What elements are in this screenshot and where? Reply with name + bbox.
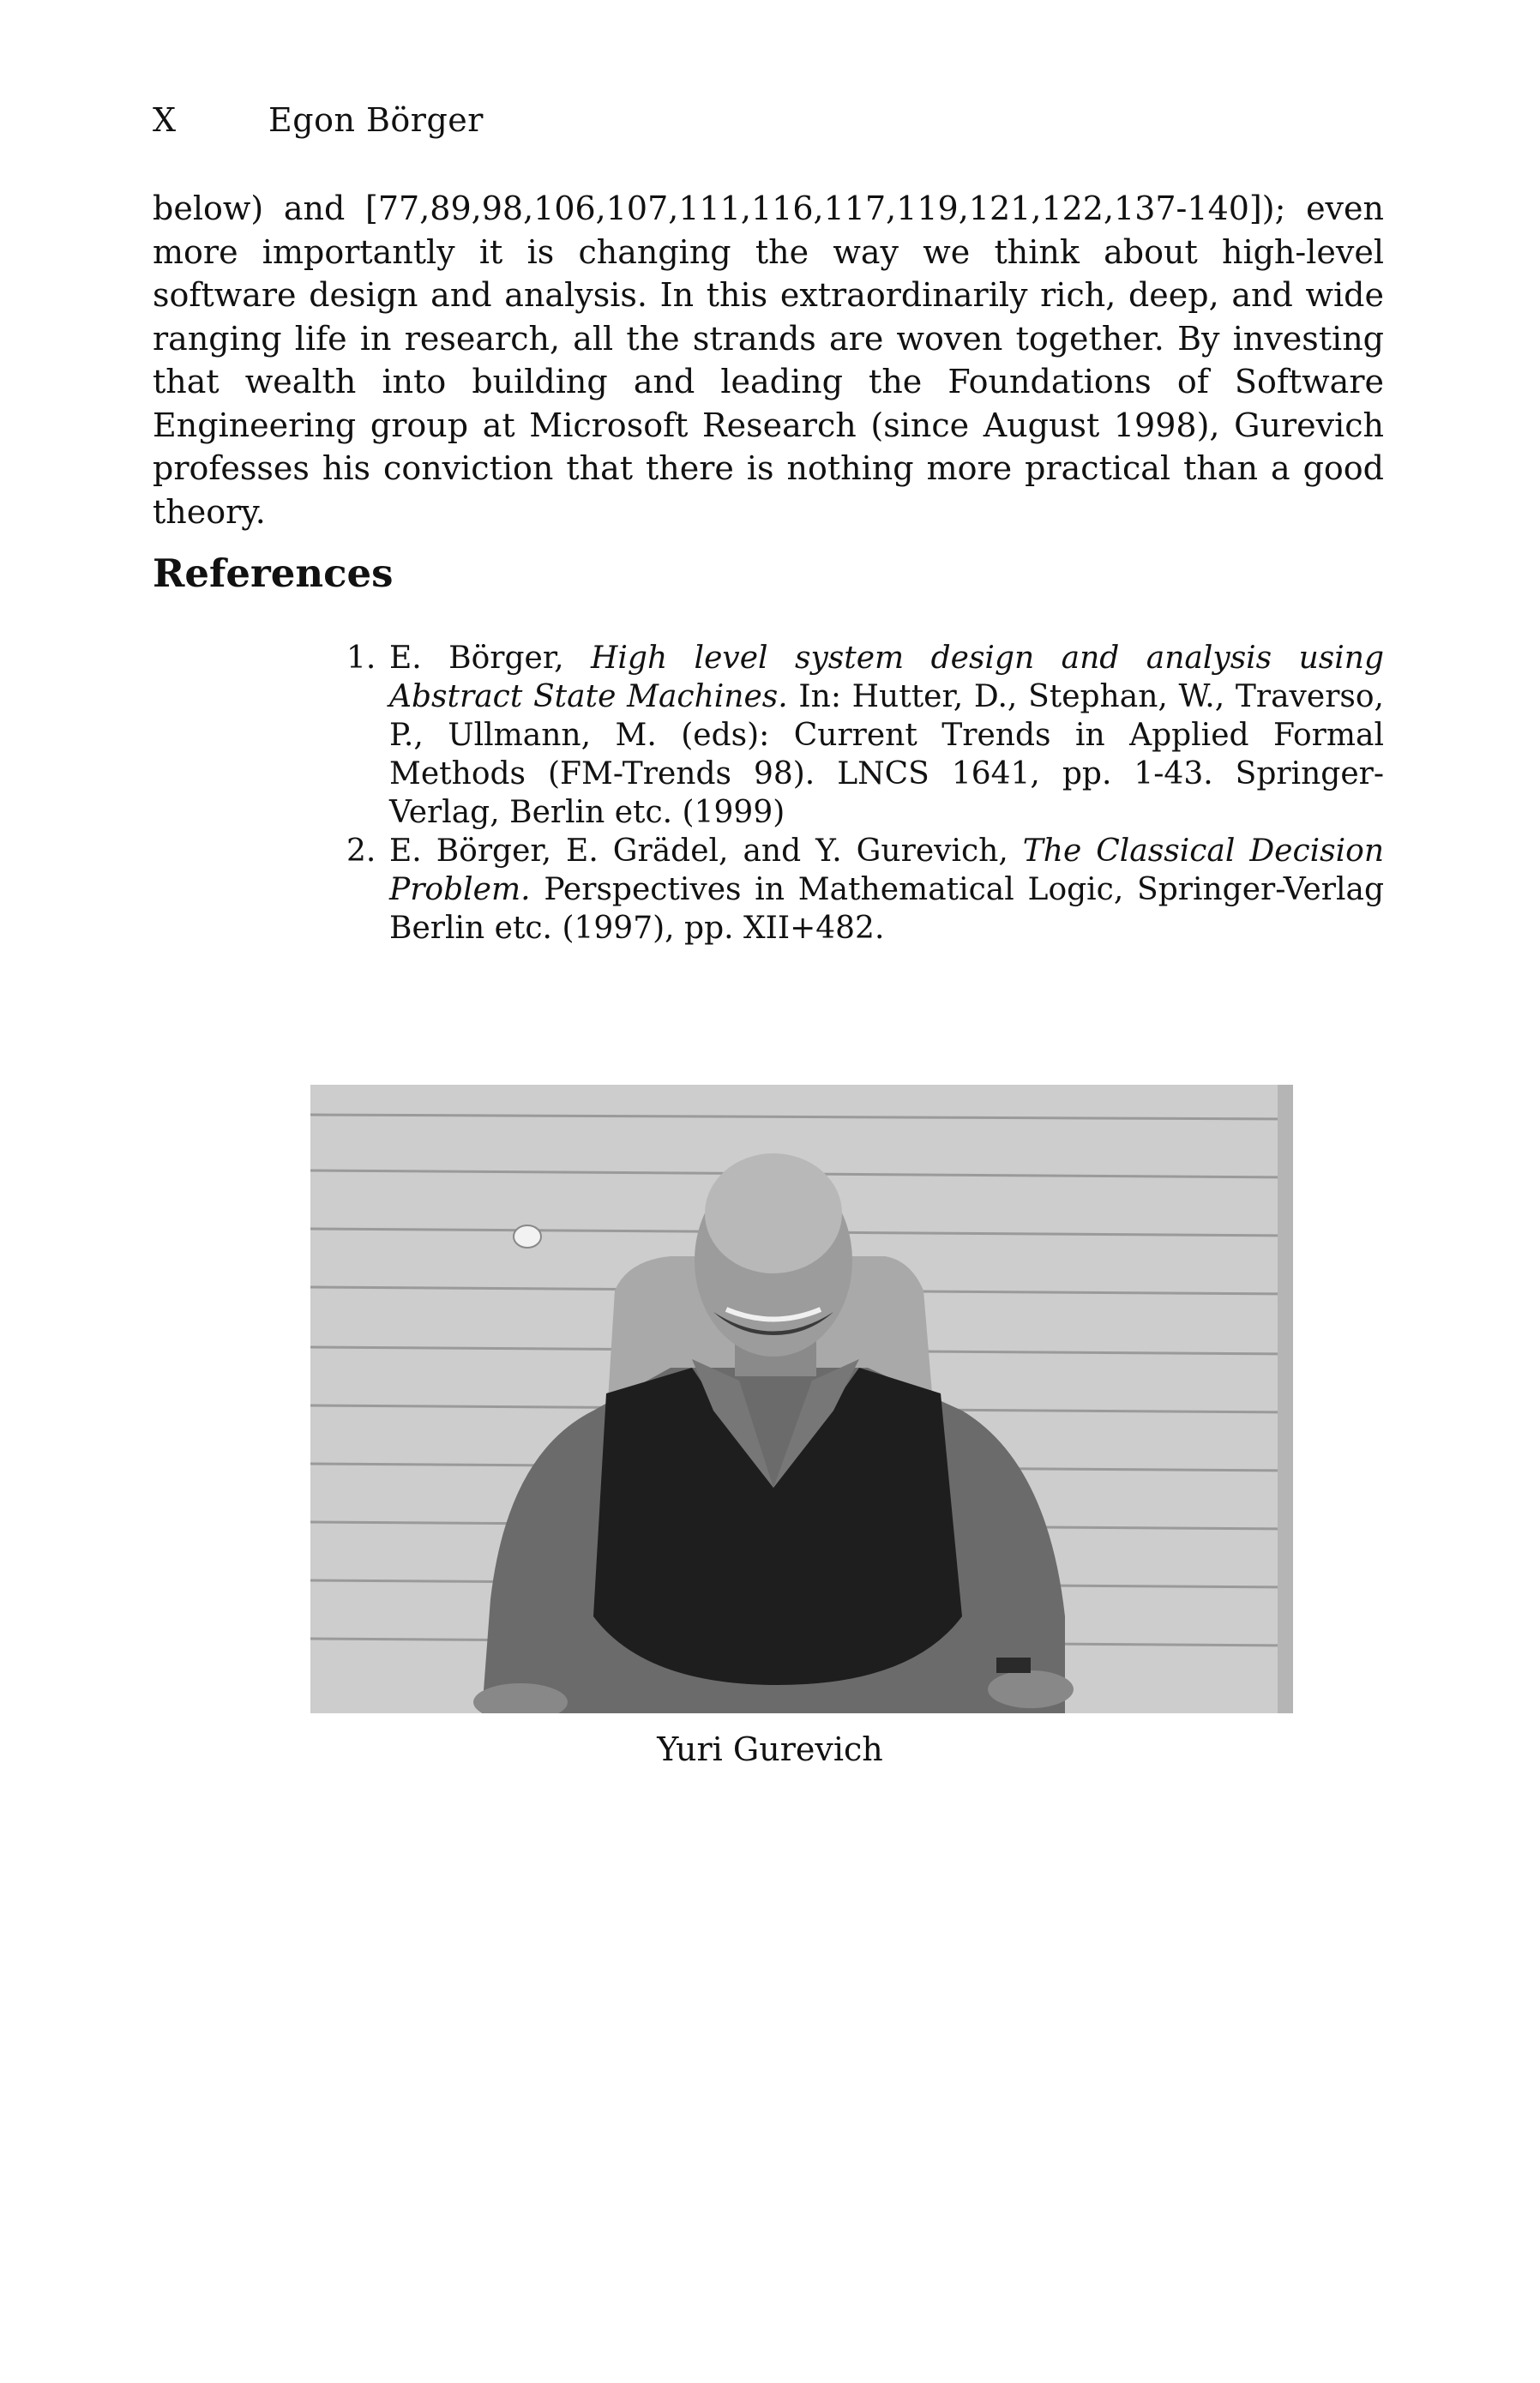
reference-details: Perspectives in Mathematical Logic, Springer-Verlag Berlin etc. (1997), pp. XII+482. [389,872,1384,946]
reference-item [346,832,1384,948]
reference-number: 1. [346,641,376,676]
running-head-author: Egon Börger [268,101,484,139]
running-head [153,101,484,139]
reference-authors: E. Börger, E. Grädel, and Y. Gurevich, [389,833,1023,869]
portrait-photo [310,1085,1293,1713]
references-heading: References [153,551,394,596]
body-paragraph: below) and [77,89,98,106,107,111,116,117,119,121,122,137-140]); even more importantly it is changing the way we think about high-level software design and analysis. In this extraordinarily rich, deep, and wide ranging life in research, all the strands are woven together. By investing that wealth into building and leading the Foundations of Software Engineering group at Microsoft Research (since August 1998), Gurevich professes his conviction that there is nothing more practical than a good theory. [153,190,1384,531]
reference-item [346,639,1384,832]
page-folio: X [153,101,177,139]
reference-title: The Classical Decision Problem. [389,833,1385,907]
reference-details: In: Hutter, D., Stephan, W., Traverso, P., Ullmann, M. (eds): Current Trends in Applied Formal Methods (FM-Trends 98). LNCS 1641, pp. 1-43. Springer-Verlag, Berlin etc. (1999) [389,679,1384,830]
references-list [346,639,1384,948]
reference-title: High level system design and analysis using Abstract State Machines. [389,641,1384,714]
figure-caption: Yuri Gurevich [657,1730,883,1768]
reference-number: 2. [346,833,376,869]
reference-authors: E. Börger, [389,641,591,676]
